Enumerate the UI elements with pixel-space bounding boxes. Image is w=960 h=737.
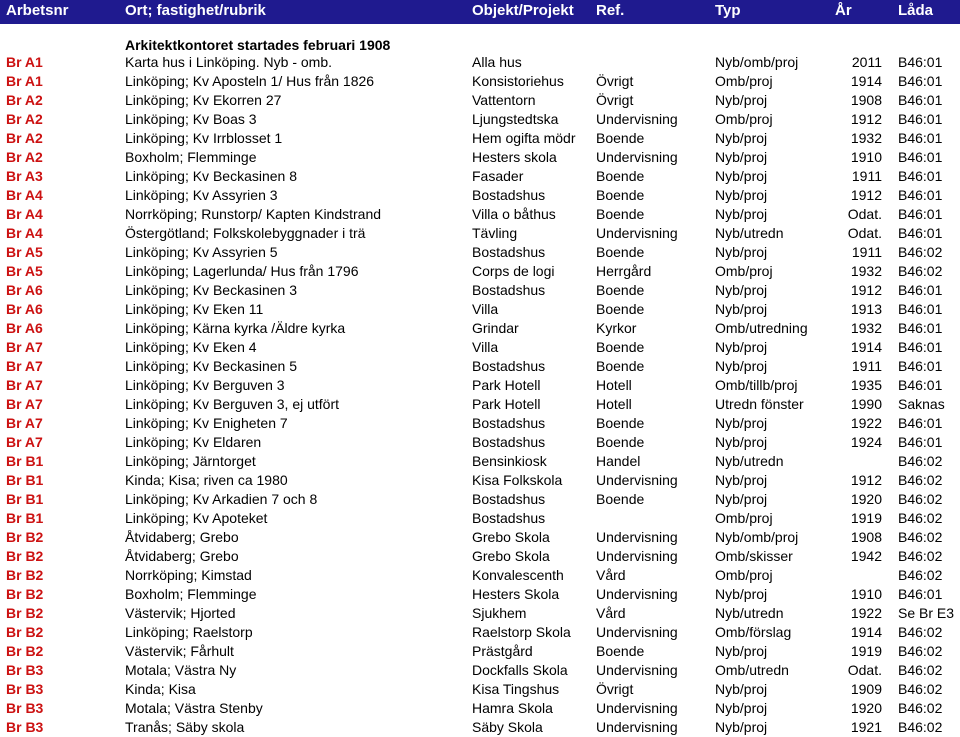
cell-ref: Boende xyxy=(596,187,645,203)
table-row xyxy=(0,680,960,699)
cell-ar: 1909 xyxy=(850,681,882,697)
cell-typ: Nyb/proj xyxy=(715,643,768,659)
table-row xyxy=(0,338,960,357)
header-objekt: Objekt/Projekt xyxy=(472,2,574,19)
cell-arbetsnr: Br A7 xyxy=(6,434,43,450)
cell-ort: Linköping; Kv Boas 3 xyxy=(125,111,257,127)
cell-ort: Västervik; Fårhult xyxy=(125,643,234,659)
cell-objekt: Fasader xyxy=(472,168,524,184)
cell-ref: Boende xyxy=(596,415,645,431)
cell-ref: Handel xyxy=(596,453,641,469)
cell-arbetsnr: Br A6 xyxy=(6,320,43,336)
cell-ref: Boende xyxy=(596,643,645,659)
cell-ort: Linköping; Kv Apoteket xyxy=(125,510,268,526)
cell-arbetsnr: Br B3 xyxy=(6,700,44,716)
cell-typ: Omb/tillb/proj xyxy=(715,377,798,393)
cell-typ: Nyb/proj xyxy=(715,301,768,317)
table-row xyxy=(0,319,960,338)
cell-lada: B46:01 xyxy=(898,187,943,203)
cell-lada: B46:02 xyxy=(898,529,943,545)
cell-arbetsnr: Br B3 xyxy=(6,681,44,697)
table-row xyxy=(0,566,960,585)
cell-ar: 1924 xyxy=(850,434,882,450)
table-row xyxy=(0,452,960,471)
cell-lada: B46:01 xyxy=(898,225,943,241)
cell-ort: Linköping; Kv Arkadien 7 och 8 xyxy=(125,491,318,507)
cell-lada: B46:01 xyxy=(898,130,943,146)
cell-arbetsnr: Br B2 xyxy=(6,567,44,583)
cell-typ: Nyb/proj xyxy=(715,168,768,184)
cell-ar: 1935 xyxy=(850,377,882,393)
cell-typ: Omb/proj xyxy=(715,510,773,526)
table-row xyxy=(0,433,960,452)
cell-lada: B46:02 xyxy=(898,624,943,640)
cell-ref: Boende xyxy=(596,491,645,507)
cell-ort: Motala; Västra Ny xyxy=(125,662,237,678)
cell-arbetsnr: Br B1 xyxy=(6,453,44,469)
cell-objekt: Kisa Tingshus xyxy=(472,681,560,697)
cell-objekt: Bostadshus xyxy=(472,434,546,450)
cell-typ: Nyb/utredn xyxy=(715,225,784,241)
cell-ort: Linköping; Raelstorp xyxy=(125,624,253,640)
cell-ar: 1919 xyxy=(850,643,882,659)
cell-lada: B46:01 xyxy=(898,149,943,165)
cell-typ: Nyb/proj xyxy=(715,282,768,298)
table-row xyxy=(0,376,960,395)
cell-arbetsnr: Br A7 xyxy=(6,415,43,431)
cell-lada: B46:01 xyxy=(898,301,943,317)
table-row xyxy=(0,547,960,566)
cell-arbetsnr: Br A6 xyxy=(6,301,43,317)
cell-typ: Nyb/proj xyxy=(715,681,768,697)
table-row xyxy=(0,186,960,205)
cell-ref: Boende xyxy=(596,206,645,222)
cell-objekt: Bostadshus xyxy=(472,244,546,260)
cell-objekt: Park Hotell xyxy=(472,396,541,412)
cell-lada: B46:01 xyxy=(898,339,943,355)
cell-ort: Linköping; Kv Beckasinen 3 xyxy=(125,282,297,298)
header-lada: Låda xyxy=(898,2,934,19)
table-body xyxy=(0,53,960,737)
table-row xyxy=(0,509,960,528)
cell-ref: Undervisning xyxy=(596,719,678,735)
cell-typ: Nyb/proj xyxy=(715,339,768,355)
cell-arbetsnr: Br B2 xyxy=(6,605,44,621)
cell-ort: Linköping; Kv Eken 4 xyxy=(125,339,257,355)
header-ort: Ort; fastighet/rubrik xyxy=(125,2,266,19)
cell-typ: Omb/proj xyxy=(715,73,773,89)
cell-ref: Boende xyxy=(596,301,645,317)
cell-ar: 1922 xyxy=(850,605,882,621)
cell-lada: B46:02 xyxy=(898,643,943,659)
table-row xyxy=(0,224,960,243)
cell-lada: B46:01 xyxy=(898,111,943,127)
cell-arbetsnr: Br A5 xyxy=(6,244,43,260)
cell-objekt: Bensinkiosk xyxy=(472,453,547,469)
cell-ref: Undervisning xyxy=(596,548,678,564)
table-row xyxy=(0,53,960,72)
cell-objekt: Bostadshus xyxy=(472,187,546,203)
cell-ar: 1932 xyxy=(850,320,882,336)
cell-ar: Odat. xyxy=(847,225,882,241)
cell-arbetsnr: Br A3 xyxy=(6,168,43,184)
cell-ref: Övrigt xyxy=(596,681,634,697)
cell-objekt: Dockfalls Skola xyxy=(472,662,568,678)
cell-ort: Linköping; Kv Berguven 3 xyxy=(125,377,285,393)
cell-typ: Nyb/proj xyxy=(715,206,768,222)
cell-ref: Undervisning xyxy=(596,111,678,127)
cell-lada: B46:02 xyxy=(898,263,943,279)
cell-ref: Herrgård xyxy=(596,263,652,279)
cell-lada: B46:02 xyxy=(898,681,943,697)
cell-arbetsnr: Br A7 xyxy=(6,358,43,374)
cell-ar: 1914 xyxy=(850,624,882,640)
cell-arbetsnr: Br A1 xyxy=(6,54,43,70)
table-row xyxy=(0,395,960,414)
cell-ort: Kinda; Kisa; riven ca 1980 xyxy=(125,472,288,488)
cell-ort: Motala; Västra Stenby xyxy=(125,700,263,716)
cell-arbetsnr: Br B2 xyxy=(6,643,44,659)
cell-ref: Boende xyxy=(596,244,645,260)
cell-typ: Nyb/utredn xyxy=(715,605,784,621)
cell-ar: 1913 xyxy=(850,301,882,317)
cell-objekt: Bostadshus xyxy=(472,358,546,374)
cell-lada: B46:02 xyxy=(898,548,943,564)
cell-ref: Undervisning xyxy=(596,624,678,640)
header-arbetsnr: Arbetsnr xyxy=(6,2,69,19)
cell-ort: Linköping; Kv Irrblosset 1 xyxy=(125,130,283,146)
cell-typ: Nyb/proj xyxy=(715,700,768,716)
cell-typ: Nyb/proj xyxy=(715,586,768,602)
table-row xyxy=(0,91,960,110)
table-row xyxy=(0,110,960,129)
cell-ar: 1911 xyxy=(851,358,882,374)
cell-ref: Undervisning xyxy=(596,149,678,165)
cell-ref: Vård xyxy=(596,567,626,583)
cell-lada: Saknas xyxy=(898,396,945,412)
table-row xyxy=(0,129,960,148)
cell-ref: Övrigt xyxy=(596,73,634,89)
cell-arbetsnr: Br B3 xyxy=(6,719,44,735)
cell-ort: Linköping; Kärna kyrka /Äldre kyrka xyxy=(125,320,346,336)
cell-typ: Nyb/proj xyxy=(715,149,768,165)
cell-ar: 2011 xyxy=(851,54,882,70)
cell-lada: B46:01 xyxy=(898,168,943,184)
cell-ort: Linköping; Kv Eken 11 xyxy=(125,301,264,317)
cell-arbetsnr: Br B3 xyxy=(6,662,44,678)
cell-ref: Undervisning xyxy=(596,225,678,241)
cell-typ: Nyb/proj xyxy=(715,130,768,146)
table-row xyxy=(0,642,960,661)
cell-ar: 1912 xyxy=(850,282,882,298)
cell-objekt: Villa xyxy=(472,301,499,317)
cell-objekt: Grindar xyxy=(472,320,519,336)
cell-objekt: Alla hus xyxy=(472,54,522,70)
cell-objekt: Raelstorp Skola xyxy=(472,624,571,640)
cell-objekt: Grebo Skola xyxy=(472,529,550,545)
cell-lada: B46:01 xyxy=(898,434,943,450)
cell-typ: Omb/skisser xyxy=(715,548,793,564)
cell-lada: B46:02 xyxy=(898,700,943,716)
cell-objekt: Hamra Skola xyxy=(472,700,553,716)
cell-arbetsnr: Br A4 xyxy=(6,225,43,241)
table-row xyxy=(0,281,960,300)
cell-arbetsnr: Br B1 xyxy=(6,491,44,507)
table-row xyxy=(0,262,960,281)
cell-typ: Nyb/omb/proj xyxy=(715,529,799,545)
cell-ar: 1914 xyxy=(850,339,882,355)
cell-lada: B46:01 xyxy=(898,92,943,108)
cell-arbetsnr: Br A2 xyxy=(6,130,43,146)
table-row xyxy=(0,490,960,509)
cell-ref: Boende xyxy=(596,130,645,146)
cell-ort: Västervik; Hjorted xyxy=(125,605,236,621)
cell-ref: Undervisning xyxy=(596,472,678,488)
cell-ar: Odat. xyxy=(847,206,882,222)
cell-typ: Omb/utredn xyxy=(715,662,789,678)
cell-lada: B46:01 xyxy=(898,320,943,336)
header-ref: Ref. xyxy=(596,2,625,19)
cell-objekt: Hem ogifta mödr xyxy=(472,130,576,146)
cell-typ: Nyb/utredn xyxy=(715,453,784,469)
cell-typ: Omb/förslag xyxy=(715,624,792,640)
cell-ort: Åtvidaberg; Grebo xyxy=(125,529,239,545)
cell-typ: Nyb/proj xyxy=(715,491,768,507)
cell-arbetsnr: Br B2 xyxy=(6,624,44,640)
cell-ar: 1942 xyxy=(850,548,882,564)
cell-ort: Åtvidaberg; Grebo xyxy=(125,548,239,564)
cell-objekt: Kisa Folkskola xyxy=(472,472,563,488)
cell-objekt: Tävling xyxy=(472,225,518,241)
cell-objekt: Villa o båthus xyxy=(472,206,556,222)
cell-ref: Undervisning xyxy=(596,662,678,678)
cell-objekt: Konsistoriehus xyxy=(472,73,564,89)
cell-typ: Nyb/proj xyxy=(715,472,768,488)
cell-arbetsnr: Br A1 xyxy=(6,73,43,89)
table-row xyxy=(0,718,960,737)
cell-ref: Boende xyxy=(596,434,645,450)
cell-ort: Linköping; Kv Aposteln 1/ Hus från 1826 xyxy=(125,73,375,89)
cell-objekt: Ljungstedtska xyxy=(472,111,559,127)
table-row xyxy=(0,585,960,604)
cell-typ: Omb/utredning xyxy=(715,320,808,336)
cell-arbetsnr: Br B1 xyxy=(6,472,44,488)
cell-lada: B46:01 xyxy=(898,282,943,298)
table-row xyxy=(0,357,960,376)
cell-ar: 1914 xyxy=(850,73,882,89)
table-row xyxy=(0,243,960,262)
cell-ar: 1920 xyxy=(850,700,882,716)
cell-ref: Boende xyxy=(596,339,645,355)
cell-objekt: Park Hotell xyxy=(472,377,541,393)
cell-typ: Nyb/proj xyxy=(715,187,768,203)
cell-ar: 1912 xyxy=(850,187,882,203)
cell-ort: Linköping; Järntorget xyxy=(125,453,256,469)
cell-ref: Undervisning xyxy=(596,586,678,602)
cell-ar: 1922 xyxy=(850,415,882,431)
cell-ref: Boende xyxy=(596,282,645,298)
cell-objekt: Bostadshus xyxy=(472,491,546,507)
cell-ar: Odat. xyxy=(847,662,882,678)
table-row xyxy=(0,604,960,623)
cell-ref: Undervisning xyxy=(596,529,678,545)
cell-lada: B46:02 xyxy=(898,472,943,488)
cell-objekt: Corps de logi xyxy=(472,263,555,279)
cell-typ: Nyb/proj xyxy=(715,358,768,374)
cell-ar: 1911 xyxy=(851,244,882,260)
cell-ort: Norrköping; Kimstad xyxy=(125,567,252,583)
cell-arbetsnr: Br A4 xyxy=(6,187,43,203)
cell-ar: 1920 xyxy=(850,491,882,507)
cell-typ: Nyb/omb/proj xyxy=(715,54,799,70)
cell-typ: Nyb/proj xyxy=(715,719,768,735)
cell-ref: Övrigt xyxy=(596,92,634,108)
cell-arbetsnr: Br B2 xyxy=(6,529,44,545)
cell-lada: B46:02 xyxy=(898,244,943,260)
cell-ref: Undervisning xyxy=(596,700,678,716)
cell-arbetsnr: Br B2 xyxy=(6,586,44,602)
cell-lada: B46:02 xyxy=(898,491,943,507)
cell-ar: 1911 xyxy=(851,168,882,184)
cell-objekt: Grebo Skola xyxy=(472,548,550,564)
cell-arbetsnr: Br A2 xyxy=(6,111,43,127)
cell-typ: Nyb/proj xyxy=(715,415,768,431)
table-row xyxy=(0,300,960,319)
cell-objekt: Bostadshus xyxy=(472,415,546,431)
cell-objekt: Prästgård xyxy=(472,643,533,659)
cell-objekt: Bostadshus xyxy=(472,510,546,526)
cell-objekt: Villa xyxy=(472,339,499,355)
cell-arbetsnr: Br A7 xyxy=(6,396,43,412)
cell-objekt: Hesters skola xyxy=(472,149,557,165)
cell-objekt: Hesters Skola xyxy=(472,586,560,602)
cell-ort: Linköping; Kv Beckasinen 5 xyxy=(125,358,297,374)
table-row xyxy=(0,661,960,680)
cell-typ: Nyb/proj xyxy=(715,434,768,450)
cell-arbetsnr: Br A7 xyxy=(6,339,43,355)
cell-ar: 1908 xyxy=(850,92,882,108)
cell-ort: Linköping; Kv Ekorren 27 xyxy=(125,92,282,108)
cell-typ: Omb/proj xyxy=(715,111,773,127)
cell-arbetsnr: Br A6 xyxy=(6,282,43,298)
cell-ort: Norrköping; Runstorp/ Kapten Kindstrand xyxy=(125,206,382,222)
cell-ort: Linköping; Kv Beckasinen 8 xyxy=(125,168,297,184)
cell-arbetsnr: Br A4 xyxy=(6,206,43,222)
cell-ar: 1932 xyxy=(850,130,882,146)
cell-ref: Kyrkor xyxy=(596,320,637,336)
table-row xyxy=(0,414,960,433)
cell-ar: 1932 xyxy=(850,263,882,279)
table-row xyxy=(0,471,960,490)
section-subtitle: Arkitektkontoret startades februari 1908 xyxy=(125,37,391,53)
header-typ: Typ xyxy=(715,2,741,19)
cell-lada: B46:02 xyxy=(898,453,943,469)
cell-ar: 1990 xyxy=(850,396,882,412)
cell-lada: B46:01 xyxy=(898,415,943,431)
cell-arbetsnr: Br A2 xyxy=(6,149,43,165)
cell-ort: Boxholm; Flemminge xyxy=(125,149,257,165)
cell-ar: 1912 xyxy=(850,111,882,127)
cell-lada: B46:02 xyxy=(898,662,943,678)
cell-ref: Boende xyxy=(596,168,645,184)
cell-ref: Hotell xyxy=(596,396,632,412)
cell-ort: Tranås; Säby skola xyxy=(125,719,245,735)
cell-typ: Nyb/proj xyxy=(715,244,768,260)
cell-ort: Kinda; Kisa xyxy=(125,681,196,697)
cell-typ: Omb/proj xyxy=(715,263,773,279)
table-row xyxy=(0,72,960,91)
cell-ort: Linköping; Kv Berguven 3, ej utfört xyxy=(125,396,340,412)
table-row xyxy=(0,528,960,547)
table-row xyxy=(0,699,960,718)
cell-ar: 1919 xyxy=(850,510,882,526)
cell-ar: 1910 xyxy=(850,586,882,602)
table-header xyxy=(0,0,960,24)
cell-ort: Linköping; Kv Eldaren xyxy=(125,434,262,450)
cell-arbetsnr: Br B2 xyxy=(6,548,44,564)
cell-typ: Utredn fönster xyxy=(715,396,804,412)
cell-objekt: Säby Skola xyxy=(472,719,543,735)
cell-lada: B46:02 xyxy=(898,510,943,526)
cell-ar: 1912 xyxy=(850,472,882,488)
cell-lada: B46:01 xyxy=(898,586,943,602)
table-row xyxy=(0,205,960,224)
cell-typ: Omb/proj xyxy=(715,567,773,583)
cell-ref: Hotell xyxy=(596,377,632,393)
cell-lada: B46:01 xyxy=(898,73,943,89)
cell-arbetsnr: Br A7 xyxy=(6,377,43,393)
cell-ar: 1908 xyxy=(850,529,882,545)
cell-ref: Boende xyxy=(596,358,645,374)
cell-lada: B46:01 xyxy=(898,54,943,70)
cell-ort: Linköping; Kv Assyrien 3 xyxy=(125,187,278,203)
cell-ort: Karta hus i Linköping. Nyb - omb. xyxy=(125,54,332,70)
table-row xyxy=(0,148,960,167)
cell-lada: B46:02 xyxy=(898,719,943,735)
cell-typ: Nyb/proj xyxy=(715,92,768,108)
cell-arbetsnr: Br A5 xyxy=(6,263,43,279)
cell-lada: B46:01 xyxy=(898,358,943,374)
cell-lada: Se Br E3 xyxy=(898,605,955,621)
cell-lada: B46:01 xyxy=(898,377,943,393)
table-row xyxy=(0,623,960,642)
cell-ort: Linköping; Kv Enigheten 7 xyxy=(125,415,288,431)
cell-lada: B46:01 xyxy=(898,206,943,222)
cell-ort: Östergötland; Folkskolebyggnader i trä xyxy=(125,225,366,241)
cell-ort: Boxholm; Flemminge xyxy=(125,586,257,602)
cell-objekt: Konvalescenth xyxy=(472,567,564,583)
cell-ref: Vård xyxy=(596,605,626,621)
cell-lada: B46:02 xyxy=(898,567,943,583)
table-row xyxy=(0,167,960,186)
cell-objekt: Vattentorn xyxy=(472,92,536,108)
cell-arbetsnr: Br B1 xyxy=(6,510,44,526)
cell-ar: 1921 xyxy=(850,719,882,735)
cell-ort: Linköping; Kv Assyrien 5 xyxy=(125,244,278,260)
header-ar: År xyxy=(835,2,852,19)
cell-ort: Linköping; Lagerlunda/ Hus från 1796 xyxy=(125,263,359,279)
cell-objekt: Bostadshus xyxy=(472,282,546,298)
cell-arbetsnr: Br A2 xyxy=(6,92,43,108)
cell-ar: 1910 xyxy=(850,149,882,165)
cell-objekt: Sjukhem xyxy=(472,605,527,621)
